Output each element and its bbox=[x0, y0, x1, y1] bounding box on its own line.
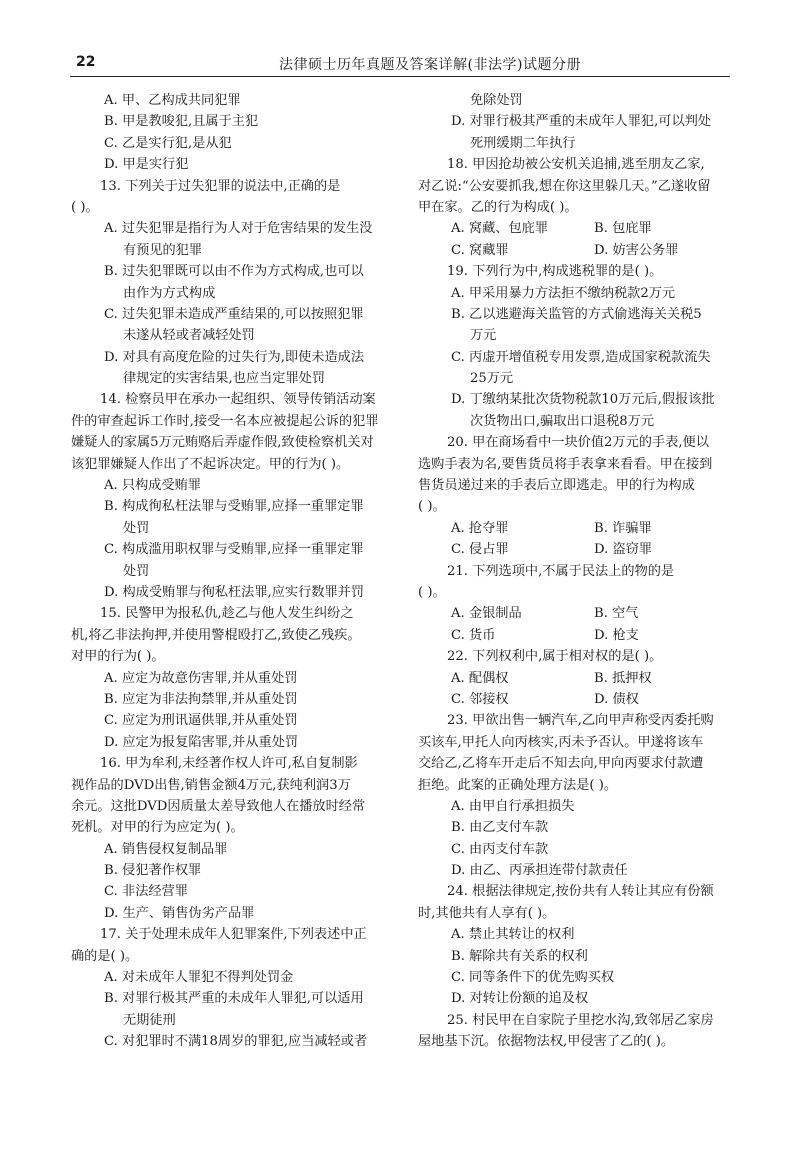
option-text: D. 债权 bbox=[594, 691, 639, 707]
question-continuation: 余元。这批DVD因质量太差导致他人在播放时经常 bbox=[71, 798, 366, 814]
option-line: D. 对具有高度危险的过失行为,即使未造成法 bbox=[104, 349, 365, 365]
question-continuation: 交给乙,乙将车开走后不知去向,甲向丙要求付款遭 bbox=[418, 756, 704, 772]
option-line: B. 由乙支付车款 bbox=[451, 820, 549, 836]
option-line: B. 甲是教唆犯,且属于主犯 bbox=[104, 114, 259, 130]
option-line: A. 过失犯罪是指行为人对于危害结果的发生没 bbox=[104, 221, 373, 237]
option-pair-line bbox=[418, 539, 740, 560]
question-continuation: 选购手表为名,要售货员将手表拿来看看。甲在接到 bbox=[418, 456, 713, 472]
option-line: A. 应定为故意伤害罪,并从重处罚 bbox=[104, 670, 298, 686]
page-number: 22 bbox=[76, 54, 96, 70]
question-continuation: 买该车,甲托人向丙核实,丙未予否认。甲遂将该车 bbox=[418, 734, 704, 750]
question-continuation: 对乙说:“公安要抓我,想在你这里躲几天。”乙遂收留 bbox=[418, 178, 711, 194]
option-line: B. 解除共有关系的权利 bbox=[451, 948, 588, 964]
option-line: D. 应定为报复陷害罪,并从重处罚 bbox=[104, 734, 299, 750]
option-continuation: 次货物出口,骗取出口退税8万元 bbox=[470, 413, 655, 429]
option-line: A. 甲、乙构成共同犯罪 bbox=[104, 93, 241, 108]
option-line: A. 只构成受贿罪 bbox=[104, 478, 202, 494]
question-continuation: ( )。 bbox=[418, 499, 446, 515]
right-column bbox=[418, 90, 740, 1053]
option-line: C. 同等条件下的优先购买权 bbox=[451, 970, 615, 986]
question-line: 24. 根据法律规定,按份共有人转让其应有份额 bbox=[447, 884, 714, 900]
option-continuation: 律规定的实害结果,也应当定罪处罚 bbox=[123, 371, 326, 387]
option-line: A. 销售侵权复制品罪 bbox=[104, 841, 228, 857]
question-line: 15. 民警甲为报私仇,趁乙与他人发生纠纷之 bbox=[100, 606, 354, 622]
question-line: 23. 甲欲出售一辆汽车,乙向甲声称受丙委托购 bbox=[447, 713, 714, 729]
question-continuation: ( )。 bbox=[71, 199, 99, 215]
option-line: B. 乙以逃避海关监管的方式偷逃海关关税5 bbox=[451, 306, 702, 322]
option-text: A. 抢夺罪 bbox=[451, 520, 509, 536]
option-line: B. 应定为非法拘禁罪,并从重处罚 bbox=[104, 691, 298, 707]
option-text: B. 空气 bbox=[594, 606, 639, 622]
question-continuation: 屋地基下沉。依据物法权,甲侵害了乙的( )。 bbox=[418, 1034, 675, 1050]
option-text: A. 配偶权 bbox=[451, 670, 509, 686]
option-line: A. 禁止其转让的权利 bbox=[451, 927, 575, 943]
question-line: 18. 甲因抢劫被公安机关追捕,逃至朋友乙家, bbox=[447, 157, 705, 173]
question-continuation: 对甲的行为( )。 bbox=[71, 649, 165, 665]
question-line: 14. 检察员甲在承办一起组织、领导传销活动案 bbox=[100, 392, 376, 408]
option-pair-line bbox=[418, 668, 740, 689]
option-line: C. 由丙支付车款 bbox=[451, 841, 549, 857]
option-continuation: 25万元 bbox=[470, 371, 514, 387]
option-line: D. 生产、销售伪劣产品罪 bbox=[104, 905, 255, 921]
option-text: C. 货币 bbox=[451, 627, 496, 643]
option-line: B. 侵犯著作权罪 bbox=[104, 863, 202, 879]
option-line: A. 由甲自行承担损失 bbox=[451, 798, 575, 814]
option-line: B. 对罪行极其严重的未成年人罪犯,可以适用 bbox=[104, 991, 364, 1007]
question-line: 22. 下列权利中,属于相对权的是( )。 bbox=[447, 649, 663, 665]
question-line: 25. 村民甲在自家院子里挖水沟,致邻居乙家房 bbox=[447, 1012, 714, 1028]
question-line: 20. 甲在商场看中一块价值2万元的手表,便以 bbox=[447, 435, 709, 451]
option-line: D. 对罪行极其严重的未成年人罪犯,可以判处 bbox=[451, 114, 712, 130]
question-continuation: 售货员递过来的手表后立即逃走。甲的行为构成 bbox=[418, 478, 695, 494]
option-pair-line bbox=[418, 625, 740, 646]
option-text: C. 窝藏罪 bbox=[451, 242, 509, 258]
option-text: C. 侵占罪 bbox=[451, 542, 509, 558]
option-continuation: 死刑缓期二年执行 bbox=[470, 135, 576, 151]
option-continuation: 由作为方式构成 bbox=[123, 285, 216, 301]
option-line: C. 构成滥用职权罪与受贿罪,应择一重罪定罪 bbox=[104, 542, 364, 558]
question-continuation: 机,将乙非法拘押,并使用警棍殴打乙,致使乙残疾。 bbox=[71, 627, 361, 643]
question-line: 21. 下列选项中,不属于民法上的物的是 bbox=[447, 563, 675, 579]
option-text: B. 诈骗罪 bbox=[594, 520, 652, 536]
option-line: B. 构成徇私枉法罪与受贿罪,应择一重罪定罪 bbox=[104, 499, 364, 515]
option-continuation: 有预见的犯罪 bbox=[123, 242, 203, 258]
question-continuation: 确的是( )。 bbox=[71, 948, 139, 964]
question-line: 16. 甲为牟利,未经著作权人许可,私自复制影 bbox=[100, 756, 358, 772]
option-line: C. 非法经营罪 bbox=[104, 884, 188, 900]
option-pair-line bbox=[418, 518, 740, 539]
option-line: D. 构成受贿罪与徇私枉法罪,应实行数罪并罚 bbox=[104, 584, 365, 600]
option-pair-line bbox=[418, 603, 740, 624]
option-text: A. 金银制品 bbox=[451, 606, 522, 622]
question-line: 17. 关于处理未成年人犯罪案件,下列表述中正 bbox=[100, 927, 367, 943]
option-pair-line bbox=[418, 218, 740, 239]
option-continuation: 无期徒刑 bbox=[123, 1012, 176, 1028]
option-line: C. 乙是实行犯,是从犯 bbox=[104, 135, 232, 151]
option-line: C. 丙虚开增值税专用发票,造成国家税款流失 bbox=[451, 349, 711, 365]
question-continuation: 该犯罪嫌疑人作出了不起诉决定。甲的行为( )。 bbox=[71, 456, 350, 472]
option-line: D. 由乙、丙承担连带付款责任 bbox=[451, 863, 628, 879]
question-continuation: ( )。 bbox=[418, 584, 446, 600]
option-line: D. 对转让份额的追及权 bbox=[451, 991, 589, 1007]
option-pair-line bbox=[418, 240, 740, 261]
option-line: C. 过失犯罪未造成严重结果的,可以按照犯罪 bbox=[104, 306, 364, 322]
option-line: A. 甲采用暴力方法拒不缴纳税款2万元 bbox=[451, 285, 676, 301]
left-column bbox=[71, 90, 393, 1053]
question-continuation: 视作品的DVD出售,销售金额4万元,获纯利润3万 bbox=[71, 777, 351, 793]
option-continuation: 未遂从轻或者减轻处罚 bbox=[123, 328, 255, 344]
option-continuation: 处罚 bbox=[123, 563, 150, 579]
option-text: A. 窝藏、包庇罪 bbox=[451, 221, 549, 237]
option-text: D. 盗窃罪 bbox=[594, 542, 653, 558]
option-line: C. 对犯罪时不满18周岁的罪犯,应当减轻或者 bbox=[104, 1034, 368, 1050]
page-header bbox=[70, 52, 730, 77]
option-pair-line bbox=[418, 689, 740, 710]
question-continuation: 件的审查起诉工作时,接受一名本应被提起公诉的犯罪 bbox=[71, 413, 379, 429]
option-text: D. 妨害公务罪 bbox=[594, 242, 679, 258]
option-line: C. 应定为刑讯逼供罪,并从重处罚 bbox=[104, 713, 298, 729]
option-line: B. 过失犯罪既可以由不作为方式构成,也可以 bbox=[104, 264, 364, 280]
question-continuation: 时,其他共有人享有( )。 bbox=[418, 905, 556, 921]
question-continuation: 嫌疑人的家属5万元贿赂后弄虚作假,致使检察机关对 bbox=[71, 435, 374, 451]
question-continuation: 死机。对甲的行为应定为( )。 bbox=[71, 820, 244, 836]
question-continuation: 拒绝。此案的正确处理方法是( )。 bbox=[418, 777, 618, 793]
option-text: B. 抵押权 bbox=[594, 670, 652, 686]
question-continuation: 甲在家。乙的行为构成( )。 bbox=[418, 199, 578, 215]
option-text: C. 邻接权 bbox=[451, 691, 509, 707]
option-text: B. 包庇罪 bbox=[594, 221, 652, 237]
option-continuation: 免除处罚 bbox=[470, 93, 523, 108]
option-continuation: 万元 bbox=[470, 328, 497, 344]
option-line: D. 丁缴纳某批次货物税款10万元后,假报该批 bbox=[451, 392, 715, 408]
question-line: 19. 下列行为中,构成逃税罪的是( )。 bbox=[447, 264, 663, 280]
option-continuation: 处罚 bbox=[123, 520, 150, 536]
option-line: A. 对未成年人罪犯不得判处罚金 bbox=[104, 970, 294, 986]
question-line: 13. 下列关于过失犯罪的说法中,正确的是 bbox=[100, 178, 341, 194]
option-text: D. 枪支 bbox=[594, 627, 639, 643]
running-title: 法律硕士历年真题及答案详解(非法学)试题分册 bbox=[279, 57, 581, 73]
option-line: D. 甲是实行犯 bbox=[104, 157, 189, 173]
